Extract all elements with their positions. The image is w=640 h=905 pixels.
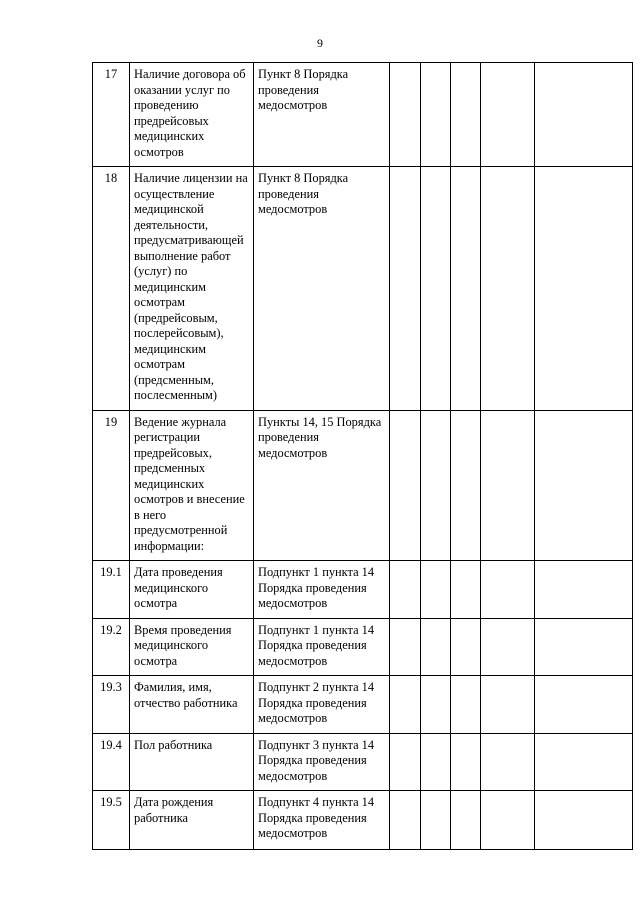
not-applicable-cell[interactable] [451, 733, 481, 791]
requirement-cell: Пол работника [130, 733, 254, 791]
requirement-cell: Наличие лицензии на осуществление медицинской деятельности, предусматривающей выполнение работ (услуг) по медицинским осмотрам (предрейсовым, послерейсовым), медицинским осмотрам (предсменным, послесменным) [130, 167, 254, 411]
checklist-table [92, 62, 633, 850]
requirement-cell: Время проведения медицинского осмотра [130, 618, 254, 676]
not-applicable-cell[interactable] [451, 618, 481, 676]
table-row [93, 561, 633, 619]
no-cell[interactable] [421, 618, 451, 676]
not-applicable-cell[interactable] [451, 410, 481, 561]
note-cell[interactable] [535, 63, 633, 167]
yes-cell[interactable] [390, 733, 421, 791]
note-cell[interactable] [535, 676, 633, 734]
note-cell[interactable] [535, 410, 633, 561]
details-cell[interactable] [481, 618, 535, 676]
requirement-cell: Дата рождения работника [130, 791, 254, 850]
yes-cell[interactable] [390, 561, 421, 619]
requirement-cell: Фамилия, имя, отчество работника [130, 676, 254, 734]
yes-cell[interactable] [390, 618, 421, 676]
not-applicable-cell[interactable] [451, 167, 481, 411]
table-row [93, 676, 633, 734]
reference-cell: Пункты 14, 15 Порядка проведения медосмотров [254, 410, 390, 561]
table-row [93, 733, 633, 791]
table-row [93, 618, 633, 676]
no-cell[interactable] [421, 410, 451, 561]
row-number: 19 [93, 410, 130, 561]
reference-cell: Подпункт 4 пункта 14 Порядка проведения медосмотров [254, 791, 390, 850]
reference-cell: Пункт 8 Порядка проведения медосмотров [254, 167, 390, 411]
table-row [93, 167, 633, 411]
reference-cell: Подпункт 1 пункта 14 Порядка проведения медосмотров [254, 561, 390, 619]
requirement-cell: Ведение журнала регистрации предрейсовых, предсменных медицинских осмотров и внесение в него предусмотренной информации: [130, 410, 254, 561]
note-cell[interactable] [535, 791, 633, 850]
yes-cell[interactable] [390, 676, 421, 734]
row-number: 17 [93, 63, 130, 167]
no-cell[interactable] [421, 791, 451, 850]
row-number: 19.5 [93, 791, 130, 850]
not-applicable-cell[interactable] [451, 63, 481, 167]
details-cell[interactable] [481, 791, 535, 850]
row-number: 19.4 [93, 733, 130, 791]
reference-cell: Подпункт 3 пункта 14 Порядка проведения медосмотров [254, 733, 390, 791]
note-cell[interactable] [535, 733, 633, 791]
no-cell[interactable] [421, 167, 451, 411]
not-applicable-cell[interactable] [451, 676, 481, 734]
note-cell[interactable] [535, 167, 633, 411]
details-cell[interactable] [481, 63, 535, 167]
details-cell[interactable] [481, 410, 535, 561]
note-cell[interactable] [535, 561, 633, 619]
no-cell[interactable] [421, 733, 451, 791]
no-cell[interactable] [421, 676, 451, 734]
reference-cell: Пункт 8 Порядка проведения медосмотров [254, 63, 390, 167]
details-cell[interactable] [481, 561, 535, 619]
details-cell[interactable] [481, 733, 535, 791]
yes-cell[interactable] [390, 63, 421, 167]
yes-cell[interactable] [390, 167, 421, 411]
table-row [93, 791, 633, 850]
details-cell[interactable] [481, 167, 535, 411]
not-applicable-cell[interactable] [451, 791, 481, 850]
details-cell[interactable] [481, 676, 535, 734]
yes-cell[interactable] [390, 791, 421, 850]
reference-cell: Подпункт 2 пункта 14 Порядка проведения медосмотров [254, 676, 390, 734]
page-number: 9 [317, 36, 323, 50]
not-applicable-cell[interactable] [451, 561, 481, 619]
row-number: 18 [93, 167, 130, 411]
table-row [93, 63, 633, 167]
no-cell[interactable] [421, 63, 451, 167]
no-cell[interactable] [421, 561, 451, 619]
reference-cell: Подпункт 1 пункта 14 Порядка проведения медосмотров [254, 618, 390, 676]
row-number: 19.1 [93, 561, 130, 619]
row-number: 19.3 [93, 676, 130, 734]
table-row [93, 410, 633, 561]
row-number: 19.2 [93, 618, 130, 676]
yes-cell[interactable] [390, 410, 421, 561]
note-cell[interactable] [535, 618, 633, 676]
requirement-cell: Наличие договора об оказании услуг по проведению предрейсовых медицинских осмотров [130, 63, 254, 167]
requirement-cell: Дата проведения медицинского осмотра [130, 561, 254, 619]
